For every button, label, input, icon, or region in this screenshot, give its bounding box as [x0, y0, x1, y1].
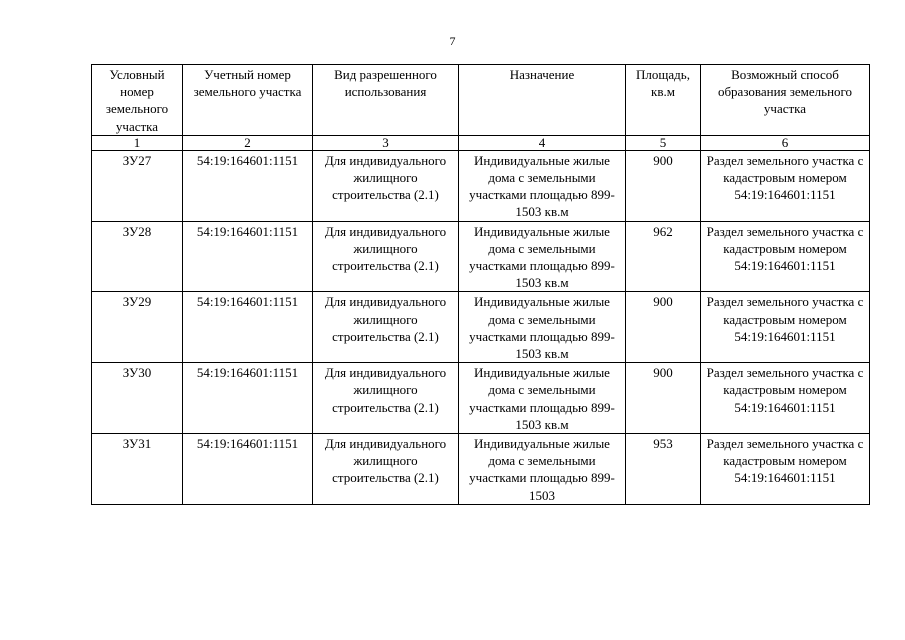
cell-permitted-use: Для индивидуального жилищного строительства (2.1)	[313, 363, 459, 434]
cell-area: 900	[626, 292, 701, 363]
cell-cadastral-number: 54:19:164601:1151	[183, 150, 313, 221]
table-row	[92, 292, 870, 363]
cell-purpose: Индивидуальные жилые дома с земельными участками площадью 899-1503 кв.м	[459, 221, 626, 292]
table-row	[92, 434, 870, 505]
table-row	[92, 150, 870, 221]
column-number: 3	[313, 135, 459, 150]
header-formation-method: Возможный способ образования земельного участка	[701, 65, 870, 136]
cell-purpose: Индивидуальные жилые дома с земельными участками площадью 899-1503 кв.м	[459, 363, 626, 434]
cell-cadastral-number: 54:19:164601:1151	[183, 221, 313, 292]
header-permitted-use: Вид разрешенного использования	[313, 65, 459, 136]
cell-area: 953	[626, 434, 701, 505]
cell-cadastral-number: 54:19:164601:1151	[183, 292, 313, 363]
cell-area: 900	[626, 150, 701, 221]
cell-area: 962	[626, 221, 701, 292]
cell-purpose: Индивидуальные жилые дома с земельными участками площадью 899-1503	[459, 434, 626, 505]
column-number: 5	[626, 135, 701, 150]
header-area: Площадь, кв.м	[626, 65, 701, 136]
column-number: 4	[459, 135, 626, 150]
header-plot-id: Условный номер земельного участка	[92, 65, 183, 136]
cell-permitted-use: Для индивидуального жилищного строительства (2.1)	[313, 434, 459, 505]
cell-plot-id: ЗУ30	[92, 363, 183, 434]
column-number: 2	[183, 135, 313, 150]
column-number: 6	[701, 135, 870, 150]
page-number: 7	[449, 34, 456, 48]
column-number-row	[92, 135, 870, 150]
header-purpose: Назначение	[459, 65, 626, 136]
cell-formation-method: Раздел земельного участка с кадастровым номером 54:19:164601:1151	[701, 292, 870, 363]
cell-formation-method: Раздел земельного участка с кадастровым номером 54:19:164601:1151	[701, 221, 870, 292]
cell-plot-id: ЗУ28	[92, 221, 183, 292]
header-cadastral-number: Учетный номер земельного участка	[183, 65, 313, 136]
cell-purpose: Индивидуальные жилые дома с земельными участками площадью 899-1503 кв.м	[459, 150, 626, 221]
land-plots-table	[91, 64, 870, 505]
table-row	[92, 363, 870, 434]
cell-area: 900	[626, 363, 701, 434]
cell-formation-method: Раздел земельного участка с кадастровым номером 54:19:164601:1151	[701, 363, 870, 434]
cell-cadastral-number: 54:19:164601:1151	[183, 434, 313, 505]
cell-plot-id: ЗУ29	[92, 292, 183, 363]
cell-formation-method: Раздел земельного участка с кадастровым номером 54:19:164601:1151	[701, 434, 870, 505]
cell-purpose: Индивидуальные жилые дома с земельными участками площадью 899-1503 кв.м	[459, 292, 626, 363]
cell-permitted-use: Для индивидуального жилищного строительства (2.1)	[313, 150, 459, 221]
cell-cadastral-number: 54:19:164601:1151	[183, 363, 313, 434]
cell-formation-method: Раздел земельного участка с кадастровым номером 54:19:164601:1151	[701, 150, 870, 221]
column-number: 1	[92, 135, 183, 150]
cell-permitted-use: Для индивидуального жилищного строительства (2.1)	[313, 292, 459, 363]
cell-plot-id: ЗУ27	[92, 150, 183, 221]
cell-plot-id: ЗУ31	[92, 434, 183, 505]
table-header-row	[92, 65, 870, 136]
cell-permitted-use: Для индивидуального жилищного строительства (2.1)	[313, 221, 459, 292]
table-row	[92, 221, 870, 292]
